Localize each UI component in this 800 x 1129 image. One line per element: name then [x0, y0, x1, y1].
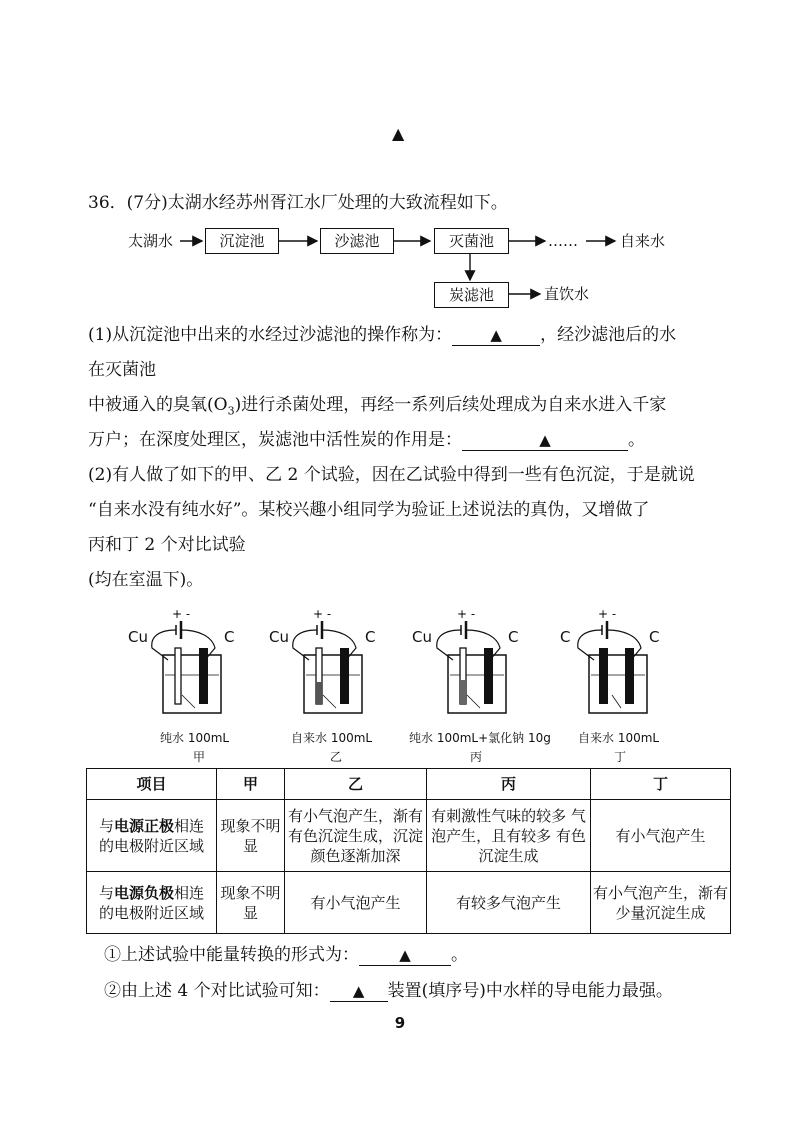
svg-text:-: -	[612, 607, 617, 621]
table-cell: 有小气泡产生，渐有 有色沉淀生成，沉淀 颜色逐渐加深	[285, 800, 427, 872]
blank-marker: ▲	[352, 982, 365, 1000]
electrode-label-jia-left: Cu	[128, 628, 148, 646]
caption-yi: 自来水 100mL	[291, 731, 373, 745]
label-jia: 甲	[193, 750, 206, 764]
question-number: 36．	[88, 193, 127, 213]
apparatus-bing	[437, 607, 506, 713]
flow-arrows	[0, 0, 800, 320]
electrode-label-ding-right: C	[649, 628, 660, 646]
svg-text:-: -	[471, 607, 476, 621]
part1-ozone-a: 中被通入的臭氧(O	[88, 395, 228, 415]
electrode-label-bing-right: C	[508, 628, 519, 646]
flow-dots: ……	[548, 232, 578, 250]
part1-text-b: ，经沙滤池后的水	[540, 325, 677, 345]
electrolysis-apparatus-figure	[0, 600, 800, 765]
part1-line4	[88, 429, 645, 451]
table-header: 甲	[217, 769, 285, 800]
table-cell: 有较多气泡产生	[427, 872, 591, 934]
blank-marker: ▲	[539, 431, 551, 449]
svg-text:+: +	[457, 607, 468, 621]
flow-end-drinking-water: 直饮水	[544, 285, 590, 303]
caption-jia: 纯水 100mL	[160, 731, 230, 745]
part1-carbon-text: 万户；在深度处理区，炭滤池中活性炭的作用是：	[88, 430, 462, 450]
part2-line2: “自来水没有纯水好”。某校兴趣小组同学为验证上述说法的真伪，又增做了	[88, 500, 650, 520]
label-ding: 丁	[614, 750, 627, 764]
subquestion-conductivity	[104, 980, 673, 1002]
table-header-row	[87, 769, 731, 800]
part1-line3	[88, 394, 666, 422]
part1-line2: 在灭菌池	[88, 360, 156, 380]
svg-text:+: +	[172, 607, 183, 621]
caption-bing: 纯水 100mL+氯化钠 10g	[409, 731, 551, 745]
electrode-label-ding-left: C	[560, 628, 571, 646]
table-cell: 有小气泡产生	[285, 872, 427, 934]
table-header: 丙	[427, 769, 591, 800]
answer-marker: ▲	[392, 124, 405, 143]
answer-blank-conductivity[interactable]	[330, 981, 388, 1002]
table-cell: 有小气泡产生，渐有少量沉淀生成	[591, 872, 731, 934]
electrode-label-yi-right: C	[365, 628, 376, 646]
flow-start: 太湖水	[128, 232, 174, 250]
answer-blank-energy[interactable]	[359, 945, 451, 966]
subquestion-energy-end: 。	[451, 945, 468, 965]
part1-text-a: (1)从沉淀池中出来的水经过沙滤池的操作称为：	[88, 325, 453, 345]
table-header: 项目	[87, 769, 217, 800]
caption-ding: 自来水 100mL	[578, 731, 660, 745]
part1-period: 。	[628, 430, 645, 450]
subquestion-energy-text: ①上述试验中能量转换的形式为：	[104, 945, 359, 965]
flow-box-sterilize: 灭菌池	[434, 228, 509, 254]
part2-line1: (2)有人做了如下的甲、乙 2 个试验，因在乙试验中得到一些有色沉淀，于是就说	[88, 465, 695, 485]
svg-text:-: -	[327, 607, 332, 621]
part2-line3: 丙和丁 2 个对比试验	[88, 535, 246, 555]
row-label-negative: 与电源负极相连 的电极附近区域	[87, 872, 217, 934]
svg-text:+: +	[313, 607, 324, 621]
blank-marker: ▲	[399, 946, 411, 964]
electrode-label-jia-right: C	[224, 628, 235, 646]
apparatus-ding	[578, 607, 647, 713]
blank-marker: ▲	[490, 326, 502, 344]
row-label-positive: 与电源正极相连 的电极附近区域	[87, 800, 217, 872]
table-cell: 现象不明显	[217, 872, 285, 934]
answer-blank-carbon[interactable]	[462, 430, 628, 451]
subquestion-conductivity-text: ②由上述 4 个对比试验可知：	[104, 981, 330, 1001]
label-yi: 乙	[330, 750, 343, 764]
part1-line1	[88, 324, 676, 346]
question-text: 太湖水经苏州胥江水厂处理的大致流程如下。	[167, 193, 508, 213]
table-cell: 有刺激性气味的较多 气泡产生，且有较多 有色沉淀生成	[427, 800, 591, 872]
part2-line4: (均在室温下)。	[88, 570, 204, 590]
results-table	[86, 768, 731, 934]
subquestion-energy	[104, 944, 468, 966]
svg-text:-: -	[186, 607, 191, 621]
part1-ozone-b: )进行杀菌处理，再经一系列后续处理成为自来水进入千家	[234, 395, 667, 415]
apparatus-yi	[293, 607, 362, 713]
electrode-label-bing-left: Cu	[412, 628, 432, 646]
apparatus-jia	[152, 607, 221, 713]
subquestion-conductivity-end: 装置(填序号)中水样的导电能力最强。	[387, 981, 673, 1001]
table-cell: 现象不明显	[217, 800, 285, 872]
table-header: 乙	[285, 769, 427, 800]
page-number: 9	[394, 1014, 406, 1032]
flow-end-tap-water: 自来水	[620, 232, 666, 250]
electrode-label-yi-left: Cu	[269, 628, 289, 646]
question-points: (7分)	[126, 193, 168, 213]
table-row-negative	[87, 872, 731, 934]
table-header: 丁	[591, 769, 731, 800]
table-row-positive	[87, 800, 731, 872]
answer-blank-operation[interactable]	[452, 325, 540, 346]
svg-text:+: +	[598, 607, 609, 621]
flow-box-sand-filter: 沙滤池	[320, 228, 394, 254]
flow-box-carbon-filter: 炭滤池	[434, 282, 509, 308]
ozone-subscript: 3	[227, 404, 235, 418]
label-bing: 丙	[470, 750, 483, 764]
table-cell: 有小气泡产生	[591, 800, 731, 872]
flow-box-sediment: 沉淀池	[205, 228, 279, 254]
